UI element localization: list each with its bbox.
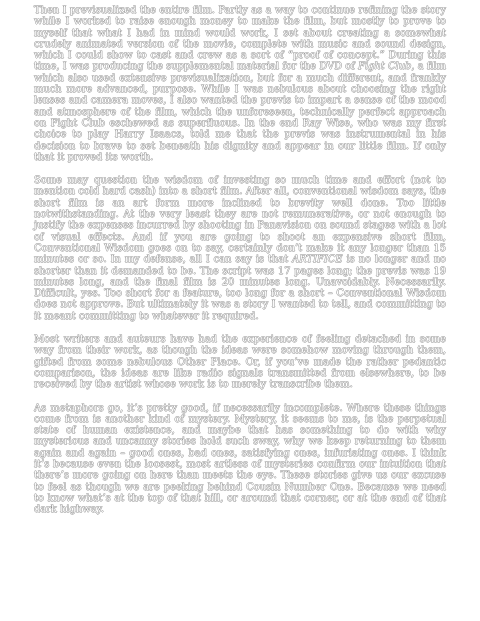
metaphors-text: As metaphors go, it’s pretty good, if necessarily incomplete. Where these things come from is another kind of mystery. Mystery, it seems to me, is the perpetual state of human existence, and maybe that has something to do with why mysterious and uncanny stories hold such sway, why we keep returning to them again and again – good ones, bad ones, satisfying ones, infuriating ones. I think it’s because even the loosest, most artless of mysteries confirm our intuition that there’s more going on here than meets the eye. These stories give us our excuse to feel as though we are peeking behind Cousin Number One. Because we need to know what’s at the top of that hill, or around that corner, or at the end of that dark highway. xyxy=(34,402,446,516)
paragraph-wisdom xyxy=(34,175,446,322)
document-page xyxy=(34,5,446,527)
paragraph-writers xyxy=(34,334,446,390)
wisdom-text-2: is no longer and no shorter than it demanded to be. The script was 17 pages long; the previs was 19 minutes long, and the final film is 20 minutes long. Unavoidably. Necessarily. Difficult, yes. Too short for a feature, too long for a short – Conventional Wisdom does not approve. But ultimately it was a story I wanted to tell, and committing to it meant committing to whatever it required. xyxy=(34,254,446,322)
film-title-artifice: ARTIFICE xyxy=(292,254,343,266)
paragraph-metaphors xyxy=(34,403,446,516)
film-title-fight-club: Fight Club xyxy=(358,61,412,73)
previs-text-1: Then I previsualized the entire film. Partly as a way to continue refining the story while I worked to raise enough money to make the film, but mostly to prove to myself that what I had in mind would work, I set about creating a somewhat crudely animated version of the movie, complete with music and sound design, which I could show to cast and crew as a sort of “proof of concept.” During this time, I was producing the supplemental material for the DVD of xyxy=(34,5,446,73)
wisdom-text-1: Some may question the wisdom of investing so much time and effort (not to mention cold hard cash) into a short film. After all, conventional wisdom says, the short film is an art form more inclined to brevity well done. Too little notwithstanding. At the very least they are not remunerative, or not enough to justify the expenses incurred by shooting in Panavision on sound stages with a lot of visual effects. And if you are going to shoot an expensive short film, Conventional Wisdom goes on to say, certainly don’t make it any longer than 15 minutes or so. In my defense, all I can say is that xyxy=(34,175,446,266)
writers-text: Most writers and auteurs have had the experience of feeling detached in some way from their work, as though the ideas were somehow moving through them, gifted from some nebulous Other Place. Or, if you’ve made the rather pedantic comparison, the ideas are like radio signals transmitted from elsewhere, to be received by the artist whose work is to merely transcribe them. xyxy=(34,334,446,391)
paragraph-previs xyxy=(34,5,446,163)
previs-text-2: , a film which also used extensive previsualization, but for a much different, and frankly much more advanced, purpose. While I was nebulous about choosing the right lenses and camera moves, I also wanted the previs to impart a sense of the mood and atmosphere of the film, which the unforeseen, technically perfect approach on Fight Club eschewed as superfluous. In the end Ray Wise, who was my first choice to play Harry Isaacs, told me that the previs was instrumental in his decision to brave to set beneath his dignity and appear in our little film. If only that it proved its worth. xyxy=(34,61,446,163)
